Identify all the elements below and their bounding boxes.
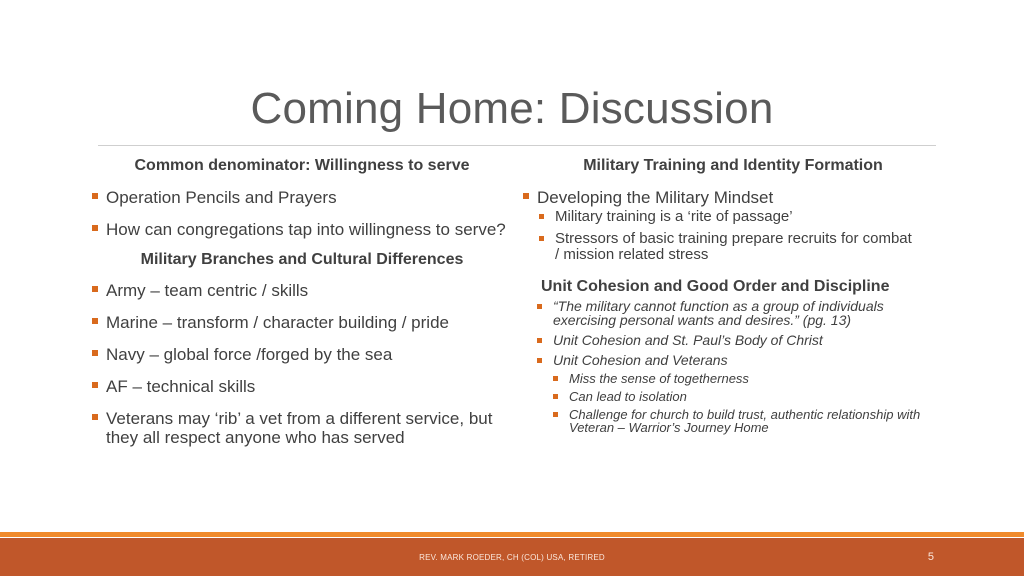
right-heading-1: Military Training and Identity Formation — [583, 157, 883, 174]
left-item-1: Operation Pencils and Prayers — [92, 188, 512, 207]
right-sublist-2 — [537, 372, 943, 434]
left-branch-item-1: Army – team centric / skills — [92, 281, 512, 300]
left-heading-2: Military Branches and Cultural Differences — [140, 251, 464, 268]
footer-text: REV. MARK ROEDER, CH (COL) USA, RETIRED — [419, 553, 605, 562]
right-italic-item-1: “The military cannot function as a group of individuals exercising personal wants and desires.” (pg. 13) — [537, 299, 943, 327]
bullet-square-icon — [553, 412, 558, 417]
bullet-square-icon — [92, 318, 98, 324]
bullet-square-icon — [523, 193, 529, 199]
footer-accent-line — [0, 532, 1024, 537]
page-number: 5 — [927, 551, 934, 563]
left-branch-item-4: AF – technical skills — [92, 377, 512, 396]
bullet-square-icon — [539, 214, 544, 219]
left-item-2: How can congregations tap into willingness to serve? — [92, 220, 506, 239]
bullet-square-icon — [92, 414, 98, 420]
right-sub2-item-2: Can lead to isolation — [553, 390, 943, 403]
left-branch-item-5: Veterans may ‘rib’ a vet from a different service, but they all respect anyone who has served — [92, 409, 516, 447]
left-branch-item-3: Navy – global force /forged by the sea — [92, 345, 512, 364]
right-sub2-item-1: Miss the sense of togetherness — [553, 372, 943, 385]
bullet-square-icon — [92, 193, 98, 199]
right-heading-2: Unit Cohesion and Good Order and Discipline — [541, 278, 890, 295]
bullet-square-icon — [539, 236, 544, 241]
right-column — [523, 156, 943, 434]
bullet-square-icon — [537, 304, 542, 309]
right-sublist-1 — [523, 209, 943, 263]
right-sub-item-2: Stressors of basic training prepare recruits for combat / mission related stress — [539, 231, 915, 263]
left-column — [92, 156, 512, 447]
bullet-square-icon — [537, 338, 542, 343]
slide-title: Coming Home: Discussion — [250, 84, 774, 133]
bullet-square-icon — [92, 286, 98, 292]
left-heading-1: Common denominator: Willingness to serve — [134, 157, 470, 174]
right-sub2-item-3: Challenge for church to build trust, authentic relationship with Veteran – Warrior’s Journey Home — [553, 408, 929, 434]
title-divider — [98, 145, 936, 146]
bullet-square-icon — [553, 394, 558, 399]
bullet-square-icon — [92, 350, 98, 356]
bullet-square-icon — [92, 382, 98, 388]
bullet-square-icon — [92, 225, 98, 231]
bullet-square-icon — [553, 376, 558, 381]
right-italic-item-2: Unit Cohesion and St. Paul’s Body of Christ — [537, 333, 943, 347]
right-item-1: Developing the Military Mindset — [523, 188, 943, 207]
right-sub-item-1: Military training is a ‘rite of passage’ — [539, 209, 943, 225]
bullet-square-icon — [537, 358, 542, 363]
right-italic-list — [523, 299, 943, 434]
right-italic-item-3: Unit Cohesion and Veterans — [537, 353, 943, 367]
left-branch-item-2: Marine – transform / character building / pride — [92, 313, 512, 332]
